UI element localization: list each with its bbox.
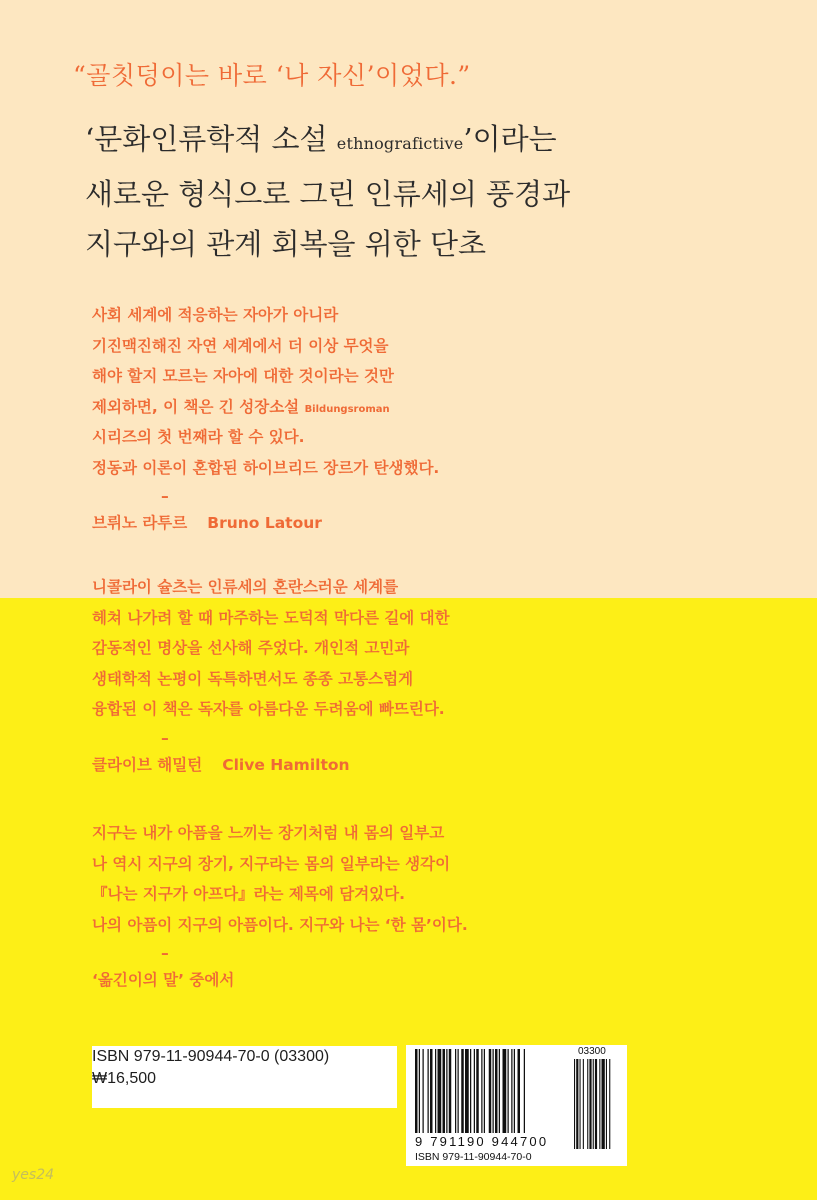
attribution	[92, 509, 652, 537]
barcode-bar	[493, 1049, 494, 1133]
barcode-addon-bar	[595, 1059, 597, 1149]
quote-line: 시리즈의 첫 번째라 할 수 있다.	[92, 428, 305, 446]
quote-line: 사회 세계에 적응하는 자아가 아니라	[92, 306, 339, 324]
attribution	[92, 751, 652, 779]
barcode-bar	[430, 1049, 433, 1133]
barcode-addon-bar	[574, 1059, 575, 1149]
barcode-bar	[484, 1049, 485, 1133]
quote-translator	[92, 818, 652, 994]
barcode-bar	[481, 1049, 482, 1133]
attribution-dash: –	[161, 487, 169, 505]
quote-line: 니콜라이 슐츠는 인류세의 혼란스러운 세계를	[92, 578, 399, 596]
barcode-bar	[415, 1049, 418, 1133]
quote-latour	[92, 300, 652, 537]
barcode-addon-bar	[606, 1059, 607, 1149]
attribution-dash: –	[161, 728, 169, 747]
barcode-bar	[443, 1049, 446, 1133]
barcode-bar	[455, 1049, 456, 1133]
quote-line: 『나는 지구가 아프다』라는 제목에 담겨있다.	[92, 885, 406, 903]
barcode-bar	[489, 1049, 492, 1133]
barcode-bar	[508, 1049, 509, 1133]
barcode-isbn-text: ISBN 979-11-90944-70-0	[415, 1151, 532, 1163]
subtitle-english-term: ethnografictive	[336, 134, 464, 153]
barcode-bar	[446, 1049, 447, 1133]
barcode-addon-bar	[580, 1059, 581, 1149]
quote-line: 나 역시 지구의 장기, 지구라는 몸의 일부라는 생각이	[92, 854, 451, 873]
barcode-bar	[474, 1049, 475, 1133]
price: ₩16,500	[92, 1070, 157, 1087]
barcode-bar	[499, 1049, 500, 1133]
barcode-bar	[458, 1049, 459, 1133]
attribution-source: ‘옮긴이의 말’ 중에서	[92, 971, 235, 989]
quote-line: 기진맥진해진 자연 세계에서 더 이상 무엇을	[92, 336, 389, 355]
quote-english-term: Bildungsroman	[304, 403, 390, 415]
quote-hamilton	[92, 572, 652, 779]
barcode-bar	[423, 1049, 424, 1133]
barcode-bar	[438, 1049, 442, 1133]
barcode-bar	[524, 1049, 525, 1133]
barcode-bar	[419, 1049, 420, 1133]
barcode-addon-bar	[583, 1059, 584, 1149]
author-name-english: Clive Hamilton	[222, 755, 350, 774]
barcode-bar	[511, 1049, 512, 1133]
barcode-digits: 9 791190 944700	[415, 1134, 549, 1149]
barcode-addon-bar	[602, 1059, 605, 1149]
quote-line: 생태학적 논평이 독특하면서도 종종 고통스럽게	[92, 669, 414, 688]
barcode-bar	[465, 1049, 469, 1133]
barcode-addon-number: 03300	[578, 1046, 606, 1057]
watermark: yes24	[12, 1167, 55, 1183]
quote-line: 정동과 이론이 혼합된 하이브리드 장르가 탄생했다.	[92, 458, 440, 477]
author-name-english: Bruno Latour	[207, 514, 322, 532]
barcode-bar	[470, 1049, 471, 1133]
barcode-bar	[435, 1049, 436, 1133]
headline-quote: “골칫덩이는 바로 ‘나 자신’이었다.”	[73, 61, 471, 90]
barcode-addon-bar	[593, 1059, 594, 1149]
barcode-bar	[495, 1049, 498, 1133]
barcode-addon-bar	[587, 1059, 588, 1149]
barcode-addon-bar	[599, 1059, 600, 1149]
author-name-korean: 브뤼노 라투르	[92, 514, 188, 532]
quote-line	[92, 392, 652, 423]
quote-line: 지구는 내가 아픔을 느끼는 장기처럼 내 몸의 일부고	[92, 824, 445, 842]
barcode-bar	[449, 1049, 452, 1133]
barcode-bar	[518, 1049, 521, 1133]
quote-line: 헤쳐 나가려 할 때 마주하는 도덕적 막다른 길에 대한	[92, 608, 450, 627]
subtitle-line-3: 지구와의 관계 회복을 위한 단초	[85, 227, 487, 261]
subtitle-line-1-part-a: ‘문화인류학적 소설	[85, 122, 328, 156]
quote-line: 나의 아픔이 지구의 아픔이다. 지구와 나는 ‘한 몸’이다.	[92, 915, 468, 934]
barcode-addon-bar	[609, 1059, 610, 1149]
barcode-bar	[476, 1049, 479, 1133]
subtitle-line-1	[85, 114, 785, 169]
subtitle-line-2: 새로운 형식으로 그린 인류세의 풍경과	[85, 177, 571, 211]
barcode-bar	[503, 1049, 507, 1133]
isbn-number: ISBN 979-11-90944-70-0 (03300)	[92, 1048, 330, 1065]
subtitle-line-1-part-b: ’이라는	[463, 122, 557, 156]
barcode-bar	[461, 1049, 464, 1133]
barcode-addon-bar	[576, 1059, 578, 1149]
author-name-korean: 클라이브 해밀턴	[92, 755, 203, 774]
quote-line-part: 제외하면, 이 책은 긴 성장소설	[92, 397, 300, 416]
subtitle-block	[85, 114, 785, 269]
quote-line: 해야 할지 모르는 자아에 대한 것이라는 것만	[92, 367, 394, 385]
quote-line: 감동적인 명상을 선사해 주었다. 개인적 고민과	[92, 639, 410, 657]
barcode-addon-bar	[589, 1059, 591, 1149]
barcode-bar	[428, 1049, 429, 1133]
barcode	[406, 1045, 627, 1166]
isbn-price-box	[92, 1046, 397, 1108]
quote-line: 융합된 이 책은 독자를 아름다운 두려움에 빠뜨린다.	[92, 700, 445, 718]
attribution-dash: –	[161, 944, 169, 962]
barcode-bar	[514, 1049, 515, 1133]
